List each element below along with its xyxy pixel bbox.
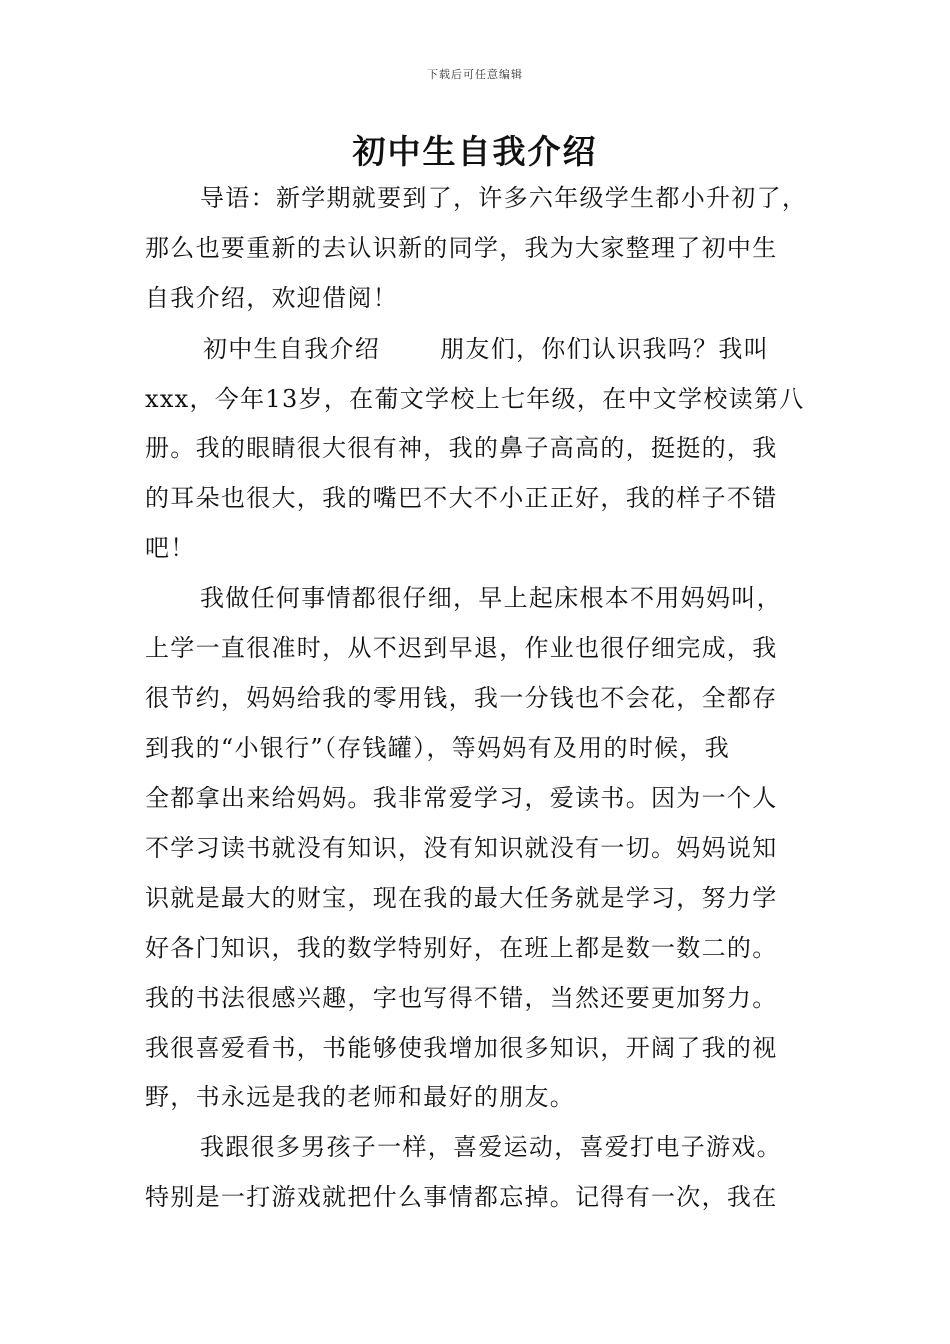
inline-heading: 初中生自我介绍: [203, 335, 381, 363]
paragraph-line: 上学一直很准时，从不迟到早退，作业也很仔细完成，我: [145, 634, 778, 662]
paragraph-line: 全都拿出来给妈妈。我非常爱学习，爱读书。因为一个人: [145, 784, 778, 812]
paragraph-line: 野，书永远是我的老师和最好的朋友。: [145, 1083, 576, 1111]
paragraph-line: 不学习读书就没有知识，没有知识就没有一切。妈妈说知: [145, 834, 778, 862]
paragraph-line-with-heading: [203, 329, 769, 369]
paragraph-line: 特别是一打游戏就把什么事情都忘掉。记得有一次，我在: [145, 1183, 778, 1211]
paragraph-line: 册。我的眼睛很大很有神，我的鼻子高高的，挺挺的，我: [145, 434, 778, 462]
paragraph-line: xxx，今年13岁，在葡文学校上七年级，在中文学校读第八: [145, 385, 805, 413]
paragraph-line: 我做任何事情都很仔细，早上起床根本不用妈妈叫，: [200, 584, 782, 612]
paragraph-line: 吧！: [145, 534, 196, 562]
paragraph-line: 很节约，妈妈给我的零用钱，我一分钱也不会花，全都存: [145, 684, 778, 712]
paragraph-line: 我的书法很感兴趣，字也写得不错，当然还要更加努力。: [145, 984, 778, 1012]
paragraph-line: 我跟很多男孩子一样，喜爱运动，喜爱打电子游戏。: [200, 1133, 782, 1161]
document-title: 初中生自我介绍: [352, 132, 598, 171]
paragraph-line: 导语：新学期就要到了，许多六年级学生都小升初了，: [200, 184, 808, 212]
paragraph-line: 的耳朵也很大，我的嘴巴不大不小正正好，我的样子不错: [145, 484, 778, 512]
paragraph-line: 我很喜爱看书，书能够使我增加很多知识，开阔了我的视: [145, 1034, 778, 1062]
paragraph-line: 到我的“小银行”（存钱罐），等妈妈有及用的时候，我: [145, 734, 731, 762]
paragraph-line: 自我介绍，欢迎借阅！: [145, 284, 398, 312]
paragraph-line: 那么也要重新的去认识新的同学，我为大家整理了初中生: [145, 234, 778, 262]
paragraph-line: 好各门知识，我的数学特别好，在班上都是数一数二的。: [145, 934, 778, 962]
paragraph-text: 朋友们，你们认识我吗？我叫: [440, 335, 770, 363]
paragraph-line: 识就是最大的财宝，现在我的最大任务就是学习，努力学: [145, 884, 778, 912]
header-note: 下载后可任意编辑: [427, 68, 523, 81]
